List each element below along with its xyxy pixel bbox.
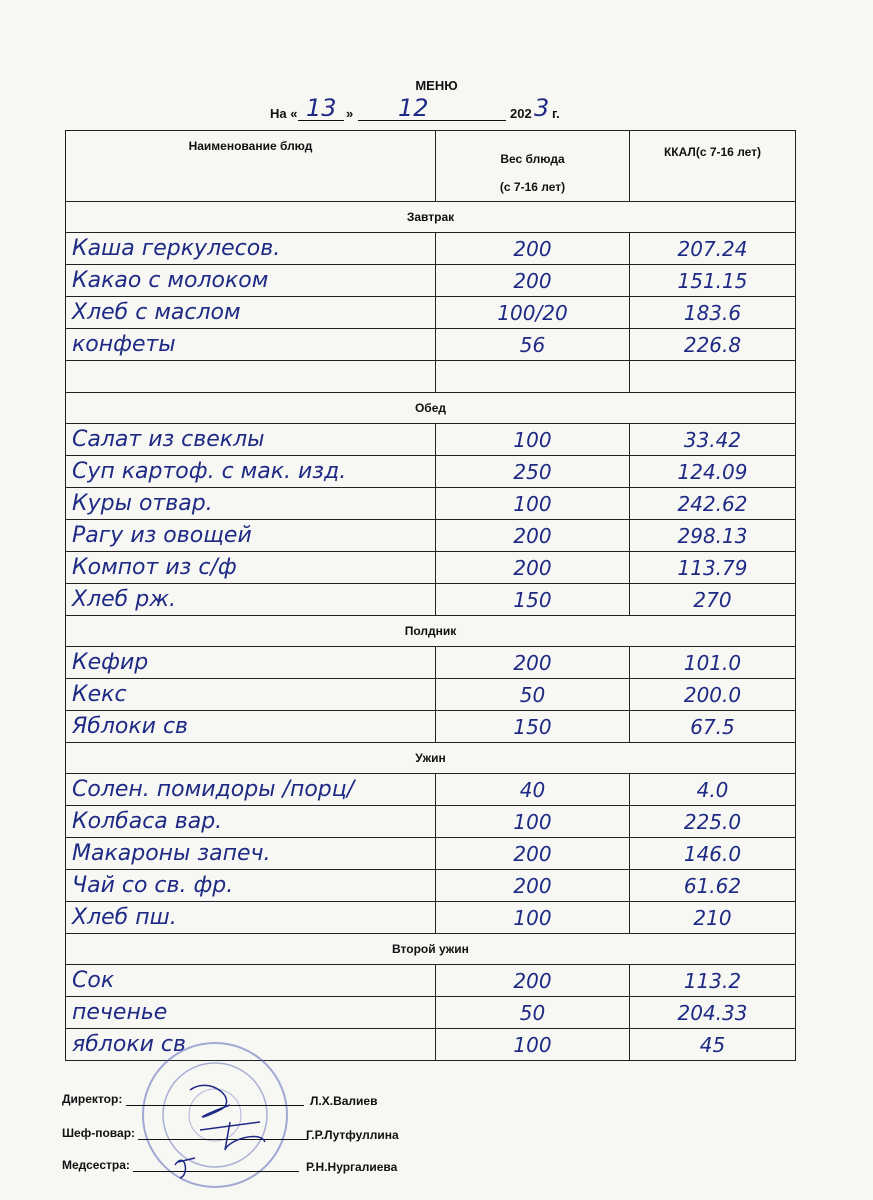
col-weight-label: Вес блюда: [500, 152, 565, 166]
table-row: [66, 329, 796, 361]
weight-cell: 40: [436, 774, 630, 806]
table-row: [66, 902, 796, 934]
table-row: [66, 520, 796, 552]
weight-cell: 100/20: [436, 297, 630, 329]
weight-cell: 50: [436, 679, 630, 711]
table-row: [66, 552, 796, 584]
kcal-cell: 226.8: [630, 329, 796, 361]
nurse-label: Медсестра:: [62, 1158, 130, 1172]
dish-name-cell: Хлеб с маслом: [66, 297, 436, 329]
col-weight-age: (с 7-16 лет): [499, 180, 566, 194]
date-line: [270, 94, 610, 124]
dish-name-cell: Кекс: [66, 679, 436, 711]
dish-name-cell: Салат из свеклы: [66, 424, 436, 456]
date-month: 12: [398, 94, 429, 122]
section-row-snack: [66, 616, 796, 647]
section-title: Второй ужин: [66, 934, 796, 965]
signature-marks: [170, 1070, 290, 1180]
dish-name-cell: Сок: [66, 965, 436, 997]
weight-cell: 200: [436, 965, 630, 997]
kcal-cell: 101.0: [630, 647, 796, 679]
dish-name-cell: Солен. помидоры /порц/: [66, 774, 436, 806]
weight-cell: 250: [436, 456, 630, 488]
date-day: 13: [306, 94, 337, 122]
section-title: Полдник: [66, 616, 796, 647]
dish-name-cell: Колбаса вар.: [66, 806, 436, 838]
empty-row: [66, 361, 796, 393]
table-row: [66, 711, 796, 743]
kcal-cell: 204.33: [630, 997, 796, 1029]
empty-cell: [436, 361, 630, 393]
table-header-row: [66, 131, 796, 202]
date-year-suffix: г.: [552, 106, 560, 121]
director-label: Директор:: [62, 1092, 123, 1106]
nurse-name: Р.Н.Нургалиева: [306, 1160, 398, 1174]
kcal-cell: 124.09: [630, 456, 796, 488]
kcal-cell: 151.15: [630, 265, 796, 297]
table-row: [66, 870, 796, 902]
dish-name-cell: Яблоки св: [66, 711, 436, 743]
dish-name-cell: Хлеб пш.: [66, 902, 436, 934]
weight-cell: 200: [436, 520, 630, 552]
dish-name-cell: Компот из с/ф: [66, 552, 436, 584]
table-row: [66, 965, 796, 997]
section-title: Завтрак: [66, 202, 796, 233]
dish-name-cell: конфеты: [66, 329, 436, 361]
date-year-digit: 3: [534, 94, 550, 122]
section-title: Ужин: [66, 743, 796, 774]
dish-name-cell: печенье: [66, 997, 436, 1029]
dish-name-cell: Куры отвар.: [66, 488, 436, 520]
weight-cell: 200: [436, 870, 630, 902]
kcal-cell: 61.62: [630, 870, 796, 902]
table-row: [66, 584, 796, 616]
dish-name-cell: Какао с молоком: [66, 265, 436, 297]
dish-name-cell: Рагу из овощей: [66, 520, 436, 552]
kcal-cell: 200.0: [630, 679, 796, 711]
kcal-cell: 242.62: [630, 488, 796, 520]
empty-cell: [66, 361, 436, 393]
section-row-second_dinner: [66, 934, 796, 965]
section-row-lunch: [66, 393, 796, 424]
dish-name-cell: яблоки св: [66, 1029, 436, 1061]
dish-name-cell: Хлеб рж.: [66, 584, 436, 616]
weight-cell: 200: [436, 647, 630, 679]
col-kcal: ККАЛ(с 7-16 лет): [630, 131, 796, 202]
chef-label: Шеф-повар:: [62, 1126, 136, 1140]
dish-name-cell: Каша геркулесов.: [66, 233, 436, 265]
page-title: МЕНЮ: [415, 78, 458, 93]
table-row: [66, 456, 796, 488]
table-row: [66, 647, 796, 679]
table-row: [66, 488, 796, 520]
kcal-cell: 113.79: [630, 552, 796, 584]
table-row: [66, 997, 796, 1029]
col-weight: [436, 131, 630, 202]
dish-name-cell: Макароны запеч.: [66, 838, 436, 870]
weight-cell: 100: [436, 806, 630, 838]
weight-cell: 200: [436, 552, 630, 584]
kcal-cell: 225.0: [630, 806, 796, 838]
dish-name-cell: Чай со св. фр.: [66, 870, 436, 902]
director-name: Л.Х.Валиев: [310, 1094, 378, 1108]
weight-cell: 100: [436, 1029, 630, 1061]
empty-cell: [630, 361, 796, 393]
weight-cell: 56: [436, 329, 630, 361]
weight-cell: 150: [436, 711, 630, 743]
kcal-cell: 146.0: [630, 838, 796, 870]
table-row: [66, 265, 796, 297]
table-row: [66, 233, 796, 265]
weight-cell: 200: [436, 233, 630, 265]
table-row: [66, 806, 796, 838]
kcal-cell: 113.2: [630, 965, 796, 997]
kcal-cell: 4.0: [630, 774, 796, 806]
section-title: Обед: [66, 393, 796, 424]
kcal-cell: 33.42: [630, 424, 796, 456]
table-row: [66, 838, 796, 870]
kcal-cell: 210: [630, 902, 796, 934]
date-prefix: На «: [270, 106, 298, 121]
kcal-cell: 270: [630, 584, 796, 616]
weight-cell: 100: [436, 424, 630, 456]
weight-cell: 50: [436, 997, 630, 1029]
col-dish-name: Наименование блюд: [66, 131, 436, 202]
weight-cell: 200: [436, 838, 630, 870]
weight-cell: 100: [436, 488, 630, 520]
kcal-cell: 45: [630, 1029, 796, 1061]
date-year-prefix: 202: [510, 106, 532, 121]
table-row: [66, 774, 796, 806]
weight-cell: 100: [436, 902, 630, 934]
date-mid: »: [346, 106, 354, 121]
dish-name-cell: Кефир: [66, 647, 436, 679]
chef-name: Г.Р.Лутфуллина: [306, 1128, 399, 1142]
kcal-cell: 183.6: [630, 297, 796, 329]
dish-name-cell: Суп картоф. с мак. изд.: [66, 456, 436, 488]
section-row-breakfast: [66, 202, 796, 233]
kcal-cell: 67.5: [630, 711, 796, 743]
weight-cell: 200: [436, 265, 630, 297]
weight-cell: 150: [436, 584, 630, 616]
menu-table: [65, 130, 796, 1061]
table-row: [66, 424, 796, 456]
table-row: [66, 297, 796, 329]
kcal-cell: 298.13: [630, 520, 796, 552]
kcal-cell: 207.24: [630, 233, 796, 265]
table-row: [66, 679, 796, 711]
section-row-dinner: [66, 743, 796, 774]
